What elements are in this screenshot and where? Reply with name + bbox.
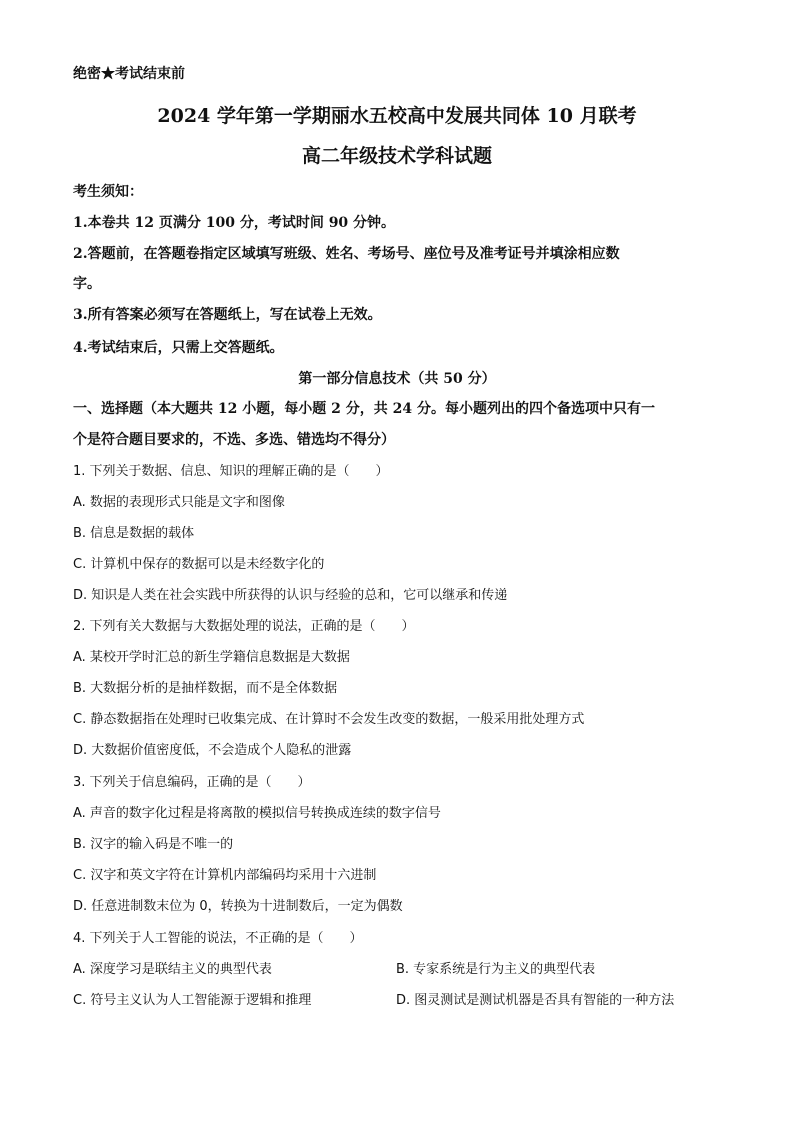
notice-item: 3.所有答案必须写在答题纸上，写在试卷上无效。 — [73, 307, 382, 323]
notice-item: 2.答题前，在答题卷指定区域填写班级、姓名、考场号、座位号及准考证号并填涂相应数 — [73, 246, 620, 262]
notice-item: 1.本卷共 12 页满分 100 分，考试时间 90 分钟。 — [73, 215, 396, 231]
question-option: D. 任意进制数末位为 0，转换为十进制数后，一定为偶数 — [73, 899, 403, 914]
question-option: C. 符号主义认为人工智能源于逻辑和推理 — [73, 993, 312, 1008]
question-option: C. 汉字和英文字符在计算机内部编码均采用十六进制 — [73, 868, 377, 883]
section-instruction: 一、选择题（本大题共 12 小题，每小题 2 分，共 24 分。每小题列出的四个备选项中只有一 — [73, 401, 655, 417]
question-option: D. 图灵测试是测试机器是否具有智能的一种方法 — [396, 993, 675, 1008]
question-option: D. 知识是人类在社会实践中所获得的认识与经验的总和，它可以继承和传递 — [73, 588, 508, 603]
question-option: A. 数据的表现形式只能是文字和图像 — [73, 495, 285, 510]
exam-title: 2024 学年第一学期丽水五校高中发展共同体 10 月联考 — [157, 105, 637, 127]
question-stem: 2. 下列有关大数据与大数据处理的说法，正确的是（ ） — [73, 619, 415, 634]
question-option: C. 静态数据指在处理时已收集完成、在计算时不会发生改变的数据，一般采用批处理方式 — [73, 712, 585, 727]
question-option: A. 深度学习是联结主义的典型代表 — [73, 962, 272, 977]
exam-subtitle: 高二年级技术学科试题 — [301, 145, 492, 167]
question-option: B. 汉字的输入码是不唯一的 — [73, 837, 234, 852]
section-title: 第一部分信息技术（共 50 分） — [298, 371, 496, 387]
question-option: B. 专家系统是行为主义的典型代表 — [396, 962, 596, 977]
question-stem: 4. 下列关于人工智能的说法，不正确的是（ ） — [73, 931, 363, 946]
question-option: A. 某校开学时汇总的新生学籍信息数据是大数据 — [73, 650, 350, 665]
question-option: B. 信息是数据的载体 — [73, 526, 195, 541]
confidential-label: 绝密★考试结束前 — [73, 66, 185, 82]
notice-heading: 考生须知： — [73, 184, 143, 200]
section-instruction: 个是符合题目要求的，不选、多选、错选均不得分） — [73, 432, 395, 448]
question-option: C. 计算机中保存的数据可以是未经数字化的 — [73, 557, 325, 572]
question-stem: 3. 下列关于信息编码，正确的是（ ） — [73, 775, 311, 790]
question-stem: 1. 下列关于数据、信息、知识的理解正确的是（ ） — [73, 464, 389, 479]
question-option: D. 大数据价值密度低，不会造成个人隐私的泄露 — [73, 743, 352, 758]
question-option: B. 大数据分析的是抽样数据，而不是全体数据 — [73, 681, 338, 696]
notice-item: 4.考试结束后，只需上交答题纸。 — [73, 340, 284, 356]
notice-item: 字。 — [73, 276, 101, 292]
question-option: A. 声音的数字化过程是将离散的模拟信号转换成连续的数字信号 — [73, 806, 441, 821]
